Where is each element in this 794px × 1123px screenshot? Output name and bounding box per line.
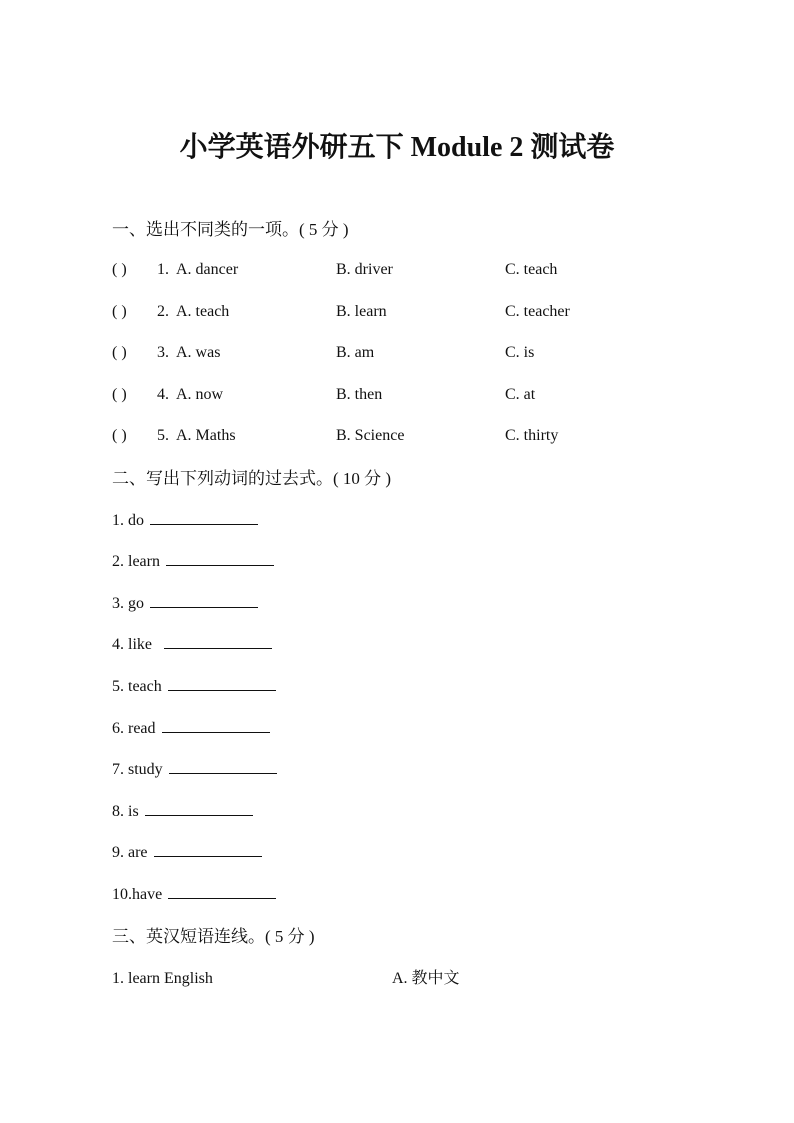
section-1-heading: 一、选出不同类的一项。( 5 分 ) (112, 220, 349, 239)
answer-blank[interactable] (145, 799, 253, 816)
question-number: 1. (157, 261, 169, 278)
question-row (112, 383, 712, 407)
answer-paren[interactable]: ( ) (112, 303, 127, 320)
fill-item (112, 882, 276, 906)
fill-item (112, 632, 272, 656)
option-c: C. is (505, 344, 535, 361)
question-number: 5. (157, 427, 169, 444)
match-row (112, 967, 712, 991)
question-row (112, 424, 712, 448)
answer-blank[interactable] (164, 632, 272, 649)
option-a: A. teach (176, 303, 230, 320)
question-number: 4. (157, 386, 169, 403)
answer-blank[interactable] (162, 716, 270, 733)
option-b: B. then (336, 386, 383, 403)
fill-item (112, 674, 276, 698)
fill-item-label: 8. is (112, 803, 139, 820)
fill-item (112, 799, 253, 823)
option-b: B. learn (336, 303, 387, 320)
fill-item-label: 2. learn (112, 553, 160, 570)
fill-item (112, 508, 258, 532)
option-c: C. teach (505, 261, 558, 278)
answer-blank[interactable] (169, 757, 277, 774)
question-row (112, 341, 712, 365)
fill-item (112, 840, 262, 864)
option-c: C. thirty (505, 427, 559, 444)
answer-paren[interactable]: ( ) (112, 344, 127, 361)
fill-item-label: 3. go (112, 595, 144, 612)
question-number: 2. (157, 303, 169, 320)
option-a: A. dancer (176, 261, 239, 278)
answer-paren[interactable]: ( ) (112, 386, 127, 403)
match-english-phrase[interactable]: 1. learn English (112, 970, 213, 987)
option-c: C. at (505, 386, 536, 403)
option-a: A. was (176, 344, 221, 361)
option-a: A. Maths (176, 427, 236, 444)
answer-blank[interactable] (168, 674, 276, 691)
fill-item-label: 7. study (112, 761, 163, 778)
fill-item-label: 10.have (112, 886, 163, 903)
question-row (112, 300, 712, 324)
answer-blank[interactable] (154, 840, 262, 857)
option-c: C. teacher (505, 303, 570, 320)
page-title: 小学英语外研五下 Module 2 测试卷 (179, 132, 615, 163)
section-2-heading: 二、写出下列动词的过去式。( 10 分 ) (112, 469, 392, 488)
answer-blank[interactable] (150, 508, 258, 525)
answer-blank[interactable] (150, 591, 258, 608)
option-a: A. now (176, 386, 224, 403)
answer-paren[interactable]: ( ) (112, 261, 127, 278)
question-row (112, 258, 712, 282)
question-number: 3. (157, 344, 169, 361)
fill-item-label: 4. like (112, 636, 152, 653)
section-3-heading: 三、英汉短语连线。( 5 分 ) (112, 927, 315, 946)
fill-item (112, 716, 270, 740)
answer-blank[interactable] (168, 882, 276, 899)
answer-paren[interactable]: ( ) (112, 427, 127, 444)
fill-item (112, 591, 258, 615)
fill-item (112, 757, 277, 781)
option-b: B. Science (336, 427, 405, 444)
fill-item-label: 6. read (112, 720, 156, 737)
fill-item-label: 9. are (112, 844, 148, 861)
fill-item (112, 549, 274, 573)
match-chinese-phrase[interactable]: A. 教中文 (392, 970, 460, 987)
option-b: B. driver (336, 261, 393, 278)
answer-blank[interactable] (166, 549, 274, 566)
option-b: B. am (336, 344, 375, 361)
fill-item-label: 1. do (112, 512, 144, 529)
fill-item-label: 5. teach (112, 678, 162, 695)
